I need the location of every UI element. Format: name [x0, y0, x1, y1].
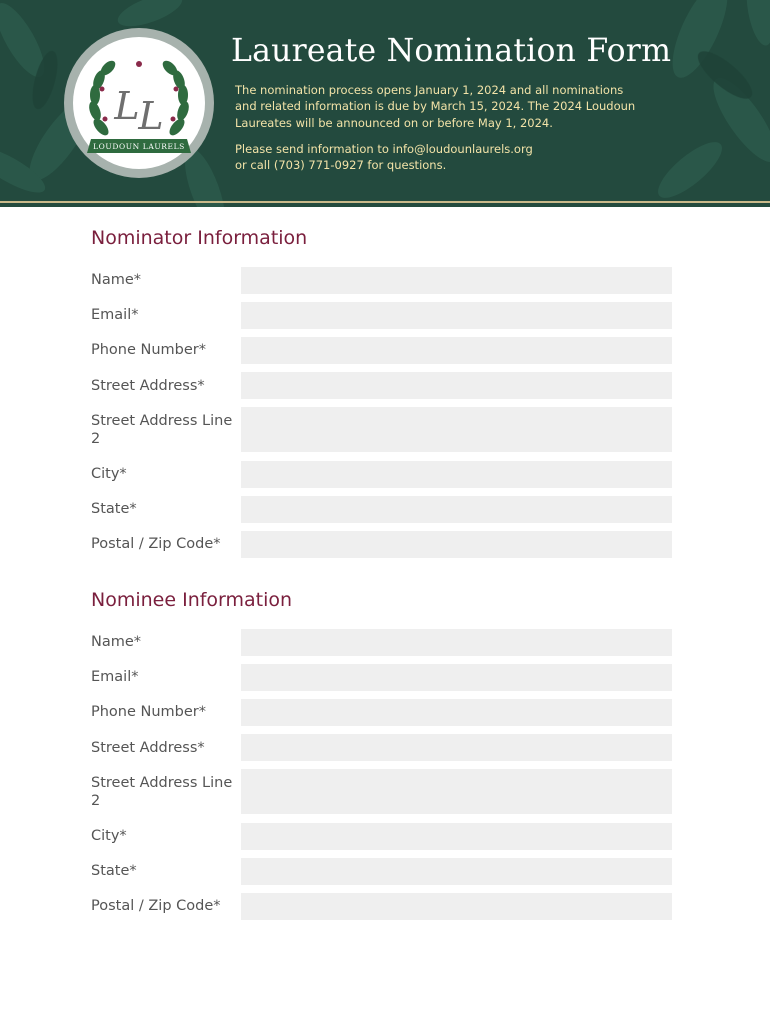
contact-line: or call (703) 771-0927 for questions. [235, 158, 447, 173]
nominee-section-title: Nominee Information [91, 589, 293, 611]
nominee-street-input[interactable] [241, 734, 672, 761]
nominee-phone-input[interactable] [241, 699, 672, 726]
nominee-phone-label: Phone Number* [91, 704, 207, 720]
form-title: Laureate Nomination Form [231, 33, 672, 69]
header-banner [0, 0, 770, 207]
svg-text:L: L [114, 84, 140, 128]
loudoun-laurels-logo [63, 27, 215, 179]
nominator-name-label: Name* [91, 272, 142, 288]
nominator-state-label: State* [91, 501, 137, 517]
intro-line: Laureates will be announced on or before May 1, 2024. [235, 115, 553, 130]
nominee-city-input[interactable] [241, 823, 672, 850]
header-divider-line [0, 201, 770, 203]
nominee-email-input[interactable] [241, 664, 672, 691]
nominee-street-label: Street Address* [91, 740, 205, 756]
nominee-name-label: Name* [91, 634, 142, 650]
nominee-state-label: State* [91, 863, 137, 879]
nominator-street-input[interactable] [241, 372, 672, 399]
contact-line: Please send information to info@loudounlaurels.org [235, 142, 533, 156]
nominator-city-input[interactable] [241, 461, 672, 488]
nominee-city-label: City* [91, 828, 127, 844]
nominator-name-input[interactable] [241, 267, 672, 294]
nominee-zip-label: Postal / Zip Code* [91, 898, 221, 914]
nominator-phone-label: Phone Number* [91, 342, 207, 358]
nominee-name-input[interactable] [241, 629, 672, 656]
nominator-zip-label: Postal / Zip Code* [91, 536, 221, 552]
nominator-section-title: Nominator Information [91, 227, 308, 249]
intro-line: The nomination process opens January 1, 2024 and all nominations [235, 83, 624, 97]
svg-text:L: L [138, 94, 164, 138]
contact-text [235, 141, 665, 174]
nominator-email-input[interactable] [241, 302, 672, 329]
nominee-street2-input[interactable] [241, 769, 672, 814]
nominee-street2-label: Street Address Line 2 [91, 775, 233, 809]
nominator-street-label: Street Address* [91, 378, 205, 394]
svg-text:LOUDOUN LAURELS: LOUDOUN LAURELS [93, 142, 185, 151]
intro-text [235, 82, 665, 131]
nominator-phone-input[interactable] [241, 337, 672, 364]
nominator-street2-input[interactable] [241, 407, 672, 452]
nominator-email-label: Email* [91, 307, 139, 323]
nominator-state-input[interactable] [241, 496, 672, 523]
nominator-zip-input[interactable] [241, 531, 672, 558]
nominator-city-label: City* [91, 466, 127, 482]
nominee-email-label: Email* [91, 669, 139, 685]
nominee-state-input[interactable] [241, 858, 672, 885]
nominator-street2-label: Street Address Line 2 [91, 413, 233, 447]
nominee-zip-input[interactable] [241, 893, 672, 920]
intro-line: and related information is due by March 15, 2024. The 2024 Loudoun [235, 99, 636, 114]
